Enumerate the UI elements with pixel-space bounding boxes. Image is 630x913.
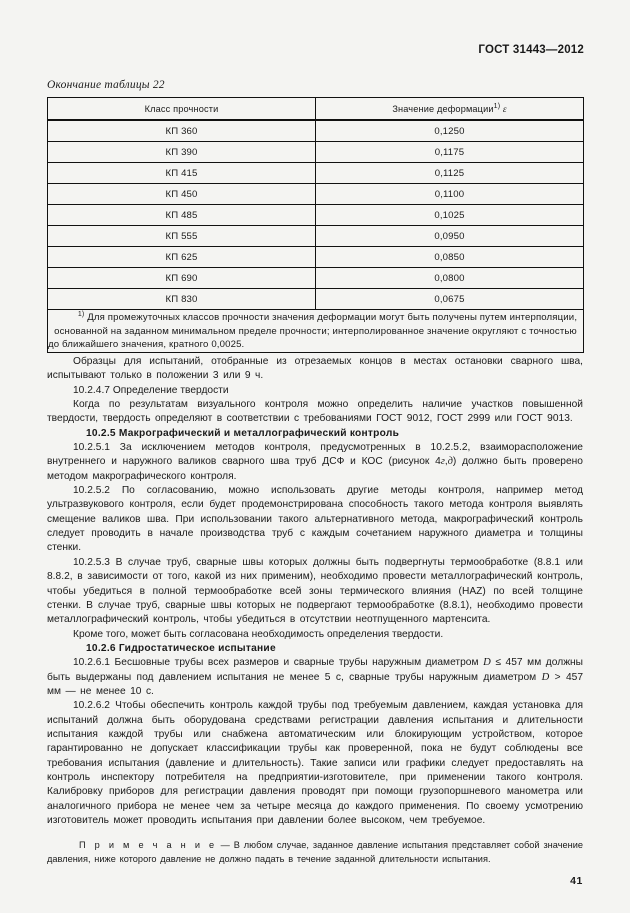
table-row [48, 268, 584, 289]
cell-strain-value: 0,0675 [316, 289, 584, 310]
cell-strain-value: 0,1100 [316, 184, 584, 205]
table-footnote-row [48, 310, 584, 353]
column-header-strength-class [48, 98, 316, 121]
cell-strength-class: КП 555 [48, 226, 316, 247]
cell-strength-class: КП 415 [48, 163, 316, 184]
diameter-variable-1: D [483, 657, 491, 669]
standard-header: ГОСТ 31443—2012 [478, 44, 584, 56]
figure-ref-a: г [440, 456, 445, 468]
cell-strain-value: 0,1125 [316, 163, 584, 184]
column-header-strength-class-label: Класс прочности [144, 103, 219, 114]
heading-10-2-6: 10.2.6 Гидростатическое испытание [86, 642, 276, 654]
cell-strength-class: КП 390 [48, 142, 316, 163]
table-row [48, 205, 584, 226]
footnote-marker-superscript: 1) [493, 102, 501, 110]
figure-ref-b: д [447, 456, 453, 468]
clause-10-2-5-1-part-a: 10.2.5.1 За исключением методов контроля, предусмотренных в 10.2.5.2, взаиморасположение внутреннего и наружного валиков сварного шва труб ДСФ и КОС (рисунок 4 [47, 442, 583, 468]
note-block [47, 839, 583, 865]
clause-10-2-6-1-part-a: 10.2.6.1 Бесшовные трубы всех размеров и сварные трубы наружным диаметром [73, 657, 479, 669]
cell-strain-value: 0,0800 [316, 268, 584, 289]
table-row [48, 226, 584, 247]
clause-10-2-5-1 [47, 441, 583, 484]
column-header-strain-value-label: Значение деформации [392, 104, 494, 115]
diameter-variable-2: D [541, 671, 550, 683]
paragraph-hardness-agreement: Кроме того, может быть согласована необходимость определения твердости. [73, 628, 444, 640]
column-header-strain-value [316, 98, 584, 121]
clause-10-2-4-7-title: 10.2.4.7 Определение твердости [73, 384, 229, 396]
paragraph-hardness: Когда по результатам визуального контроля можно определить наличие участков повышенной твердости, твердость определяют в соответствии с требованиями ГОСТ 9012, ГОСТ 2999 или ГОСТ 9013. [47, 399, 583, 425]
clause-10-2-5-3: 10.2.5.3 В случае труб, сварные швы которых должны быть подвергнуты термообработке (8.8.1 или 8.8.2, в зависимости от того, какой из них применим), необходимо провести металлографический контроль, чтобы убедиться в полной термообработке всей зоны термического влияния (HAZ) по всей толщине стенки. В случае труб, сварные швы которых не подвергают термообработке (8.8.1), необходимо провести металлографический контроль, чтобы убедиться в отсутствии неотпущенного мартенсита. [47, 556, 583, 626]
cell-strain-value: 0,0850 [316, 247, 584, 268]
table-row [48, 163, 584, 184]
strain-symbol: ε [502, 104, 507, 115]
page-number: 41 [570, 875, 583, 887]
table-head [48, 98, 584, 121]
table-row [48, 289, 584, 310]
cell-strain-value: 0,1250 [316, 120, 584, 142]
table-row [48, 247, 584, 268]
figure-ref-separator: , [444, 456, 448, 468]
clause-10-2-5-2: 10.2.5.2 По согласованию, можно использовать другие методы контроля, например метод ультразвукового контроля, если будет продемонстрирована способность такого метода контроля выявлять смещение валиков шва. При использовании такого альтернативного метода, макрографический контроль следует проводить в начале производства труб с каждым сочетанием наружного диаметра и толщины стенки. [47, 485, 583, 554]
clause-10-2-6-1-part-b: ≤ 457 мм должны быть выдержаны под давлением испытания не менее 5 с, сварные трубы наружным диаметром [47, 657, 584, 683]
cell-strength-class: КП 450 [48, 184, 316, 205]
cell-strain-value: 0,1025 [316, 205, 584, 226]
clause-10-2-6-1-part-c: > 457 мм — не менее 10 с. [47, 671, 584, 697]
note-dash: — [220, 840, 230, 851]
note-label: П р и м е ч а н и е [79, 840, 217, 851]
strain-values-table [47, 97, 584, 353]
cell-strain-value: 0,0950 [316, 226, 584, 247]
cell-strength-class: КП 830 [48, 289, 316, 310]
table-row [48, 120, 584, 142]
clause-10-2-6-1 [47, 656, 583, 699]
table-row [48, 184, 584, 205]
cell-strength-class: КП 360 [48, 120, 316, 142]
table-footnote-cell [48, 310, 584, 353]
note-text: В любом случае, заданное давление испытания представляет собой значение давления, ниже которого давление не должно падать в течение заданной длительности испытания. [47, 840, 584, 864]
table-caption: Окончание таблицы 22 [47, 79, 165, 91]
cell-strength-class: КП 485 [48, 205, 316, 226]
cell-strength-class: КП 690 [48, 268, 316, 289]
table-body [48, 120, 584, 353]
clause-10-2-5-1-part-b: ) должно быть проверено методом макрографического контроля. [47, 456, 583, 482]
footnote-text: Для промежуточных классов прочности значения деформации могут быть получены путем интерполяции, основанной на заданном минимальном пределе прочности; интерполированное значение округляют с точностью до ближайшего значения, кратного 0,0025. [48, 312, 578, 351]
heading-10-2-5: 10.2.5 Макрографический и металлографический контроль [86, 427, 400, 439]
table-header-row [48, 98, 584, 121]
paragraph-samples: Образцы для испытаний, отобранные из отрезаемых концов в местах остановки сварного шва, испытывают только в положении 3 или 9 ч. [47, 356, 583, 382]
footnote-marker: 1) [77, 311, 85, 318]
clause-10-2-6-2: 10.2.6.2 Чтобы обеспечить контроль каждой трубы под требуемым давлением, каждая установка для испытаний должна быть оборудована средствами регистрации давления испытания и длительности испытания каждой трубы или снабжена автоматическим или блокирующим устройством, которое гарантированно не допускает классификации трубы как проверенной, пока не будут соблюдены все требования испытания (давление и длительность). Такие записи или графики следует предоставлять на контроль инспектору потребителя на предприятии-изготовителе, при применении такого контроля. Калибровку приборов для регистрации давления проводят при помощи грузопоршневого манометра или аналогичного прибора не менее чем за четыре месяца до каждого применения. По своему усмотрению изготовитель может проводить испытания при давлении более высоком, чем требуемое. [47, 700, 583, 826]
table-row [48, 142, 584, 163]
cell-strain-value: 0,1175 [316, 142, 584, 163]
cell-strength-class: КП 625 [48, 247, 316, 268]
body-content [47, 355, 583, 866]
